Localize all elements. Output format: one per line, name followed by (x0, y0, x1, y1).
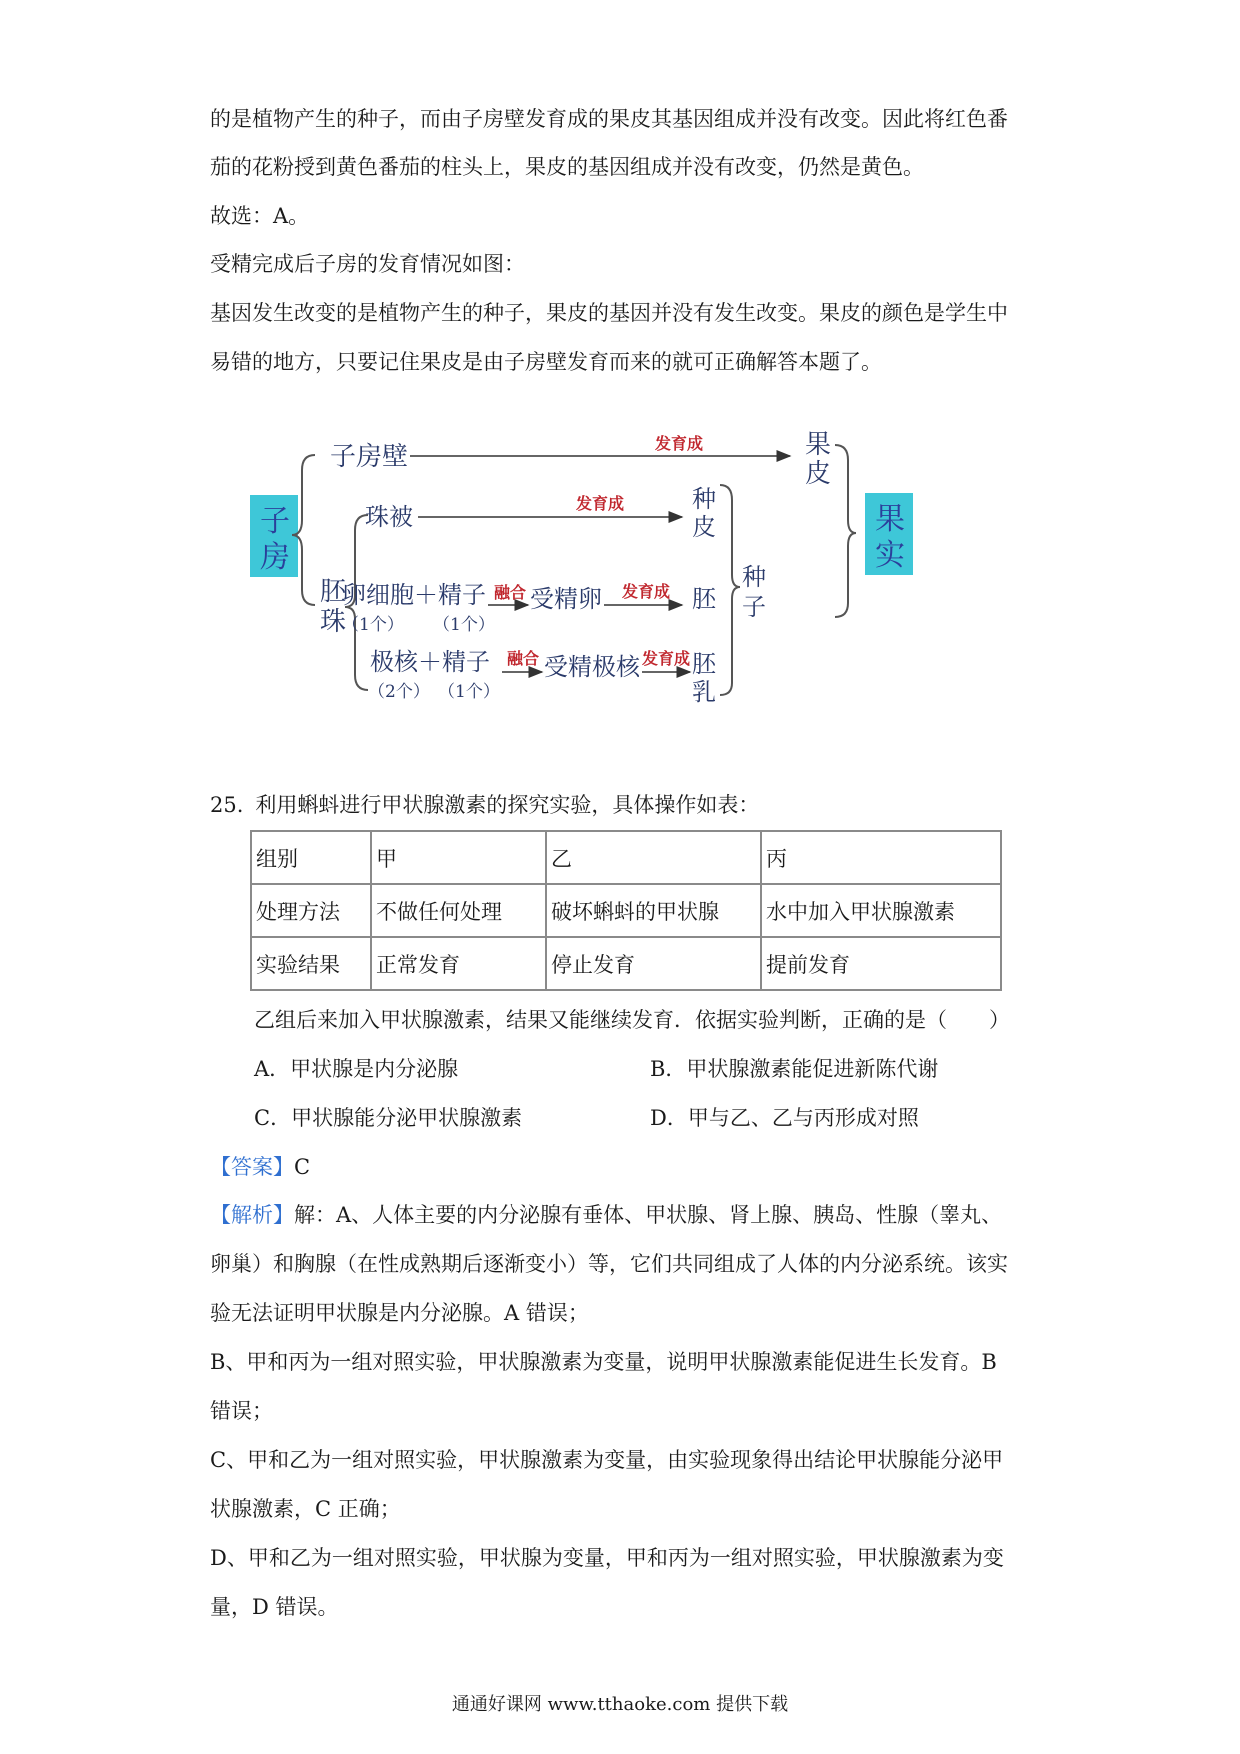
ovary-label-1: 子 (260, 504, 290, 539)
experiment-table (250, 830, 1002, 991)
text-line: 易错的地方，只要记住果皮是由子房壁发育而来的就可正确解答本题了。 (210, 350, 882, 374)
option-c: C．甲状腺能分泌甲状腺激素 (254, 1106, 523, 1130)
egg-sperm-label: 卵细胞＋精子 (342, 581, 486, 609)
fertilized-polar-label: 受精极核 (544, 653, 640, 681)
seed-label-2: 子 (742, 593, 766, 621)
ovule-label-1: 胚 (320, 577, 347, 607)
seed-brace (720, 485, 740, 695)
analysis-label: 【解析】 (210, 1203, 294, 1227)
develop-label-1: 发育成 (655, 434, 704, 453)
table-cell: 处理方法 (251, 884, 371, 937)
sperm-count-2: （1个） (438, 682, 500, 702)
analysis-line: 卵巢）和胸腺（在性成熟期后逐渐变小）等，它们共同组成了人体的内分泌系统。该实 (210, 1252, 1008, 1276)
question-stem (210, 790, 759, 820)
develop-label-4: 发育成 (642, 649, 691, 668)
fruit-brace (835, 445, 856, 617)
text-line: 的是植物产生的种子，而由子房壁发育成的果皮其基因组成并没有改变。因此将红色番 (210, 107, 1008, 131)
table-cell: 实验结果 (251, 937, 371, 990)
seed-label-1: 种 (742, 563, 766, 591)
option-d: D．甲与乙、乙与丙形成对照 (650, 1106, 919, 1130)
analysis-line: 状腺激素，C 正确； (210, 1497, 401, 1521)
integument-label: 珠被 (365, 503, 413, 531)
fruit-label-1: 果 (875, 502, 905, 537)
table-cell: 不做任何处理 (371, 884, 546, 937)
table-row (251, 937, 1001, 990)
table-cell: 组别 (251, 831, 371, 884)
answer-line (210, 1152, 310, 1182)
ovary-label-2: 房 (260, 540, 290, 575)
develop-label-3: 发育成 (622, 582, 671, 601)
analysis-line: 错误； (210, 1399, 273, 1423)
ovary-development-diagram (250, 425, 930, 730)
analysis-line (210, 1200, 1002, 1230)
page-footer: 通通好课网 www.tthaoke.com 提供下载 (451, 1694, 789, 1715)
table-cell: 停止发育 (546, 937, 761, 990)
text-line: 基因发生改变的是植物产生的种子，果皮的基因并没有发生改变。果皮的颜色是学生中 (210, 301, 1008, 325)
ovule-label-2: 珠 (320, 607, 347, 637)
analysis-line: 量，D 错误。 (210, 1595, 339, 1619)
analysis-line: 验无法证明甲状腺是内分泌腺。A 错误； (210, 1301, 589, 1325)
pericarp-label-1: 果 (805, 430, 832, 460)
table-cell: 甲 (371, 831, 546, 884)
fuse-label-2: 融合 (507, 649, 540, 668)
ovary-wall-label: 子房壁 (330, 442, 409, 472)
question-number: 25. (210, 793, 244, 817)
question-text: 利用蝌蚪进行甲状腺激素的探究实验，具体操作如表： (255, 793, 760, 817)
pericarp-label-2: 皮 (805, 459, 832, 489)
seed-coat-label-2: 皮 (692, 513, 716, 541)
table-cell: 乙 (546, 831, 761, 884)
option-b: B．甲状腺激素能促进新陈代谢 (650, 1057, 939, 1081)
text-line: 茄的花粉授到黄色番茄的柱头上，果皮的基因组成并没有改变，仍然是黄色。 (210, 155, 924, 179)
endosperm-label-1: 胚 (692, 650, 716, 678)
answer-value: C (294, 1155, 311, 1179)
embryo-label: 胚 (692, 585, 716, 613)
answer-label: 【答案】 (210, 1155, 294, 1179)
fuse-label-1: 融合 (494, 583, 527, 602)
option-a: A．甲状腺是内分泌腺 (254, 1057, 459, 1081)
fruit-label-2: 实 (875, 538, 905, 573)
sperm-count-1: （1个） (433, 615, 495, 635)
fertilized-egg-label: 受精卵 (530, 585, 602, 613)
table-cell: 正常发育 (371, 937, 546, 990)
table-row (251, 831, 1001, 884)
analysis-line: D、甲和乙为一组对照实验，甲状腺为变量，甲和丙为一组对照实验，甲状腺激素为变 (210, 1546, 1004, 1570)
develop-label-2: 发育成 (576, 494, 625, 513)
endosperm-label-2: 乳 (692, 678, 716, 706)
table-cell: 破坏蝌蚪的甲状腺 (546, 884, 761, 937)
table-cell: 丙 (761, 831, 1001, 884)
polar-count: （2个） (368, 682, 430, 702)
seed-coat-label-1: 种 (692, 485, 716, 513)
polar-sperm-label: 极核＋精子 (370, 648, 490, 676)
text-line: 受精完成后子房的发育情况如图： (210, 252, 525, 276)
analysis-text: 解：A、人体主要的内分泌腺有垂体、甲状腺、肾上腺、胰岛、性腺（睾丸、 (294, 1203, 1003, 1227)
table-row (251, 884, 1001, 937)
analysis-line: B、甲和丙为一组对照实验，甲状腺激素为变量，说明甲状腺激素能促进生长发育。B (210, 1350, 997, 1374)
question-followup: 乙组后来加入甲状腺激素，结果又能继续发育．依据实验判断，正确的是（ ） (254, 1008, 1010, 1032)
egg-count: （1个） (342, 615, 404, 635)
table-cell: 提前发育 (761, 937, 1001, 990)
analysis-line: C、甲和乙为一组对照实验，甲状腺激素为变量，由实验现象得出结论甲状腺能分泌甲 (210, 1448, 1004, 1472)
table-cell: 水中加入甲状腺激素 (761, 884, 1001, 937)
text-line: 故选：A。 (210, 204, 310, 228)
